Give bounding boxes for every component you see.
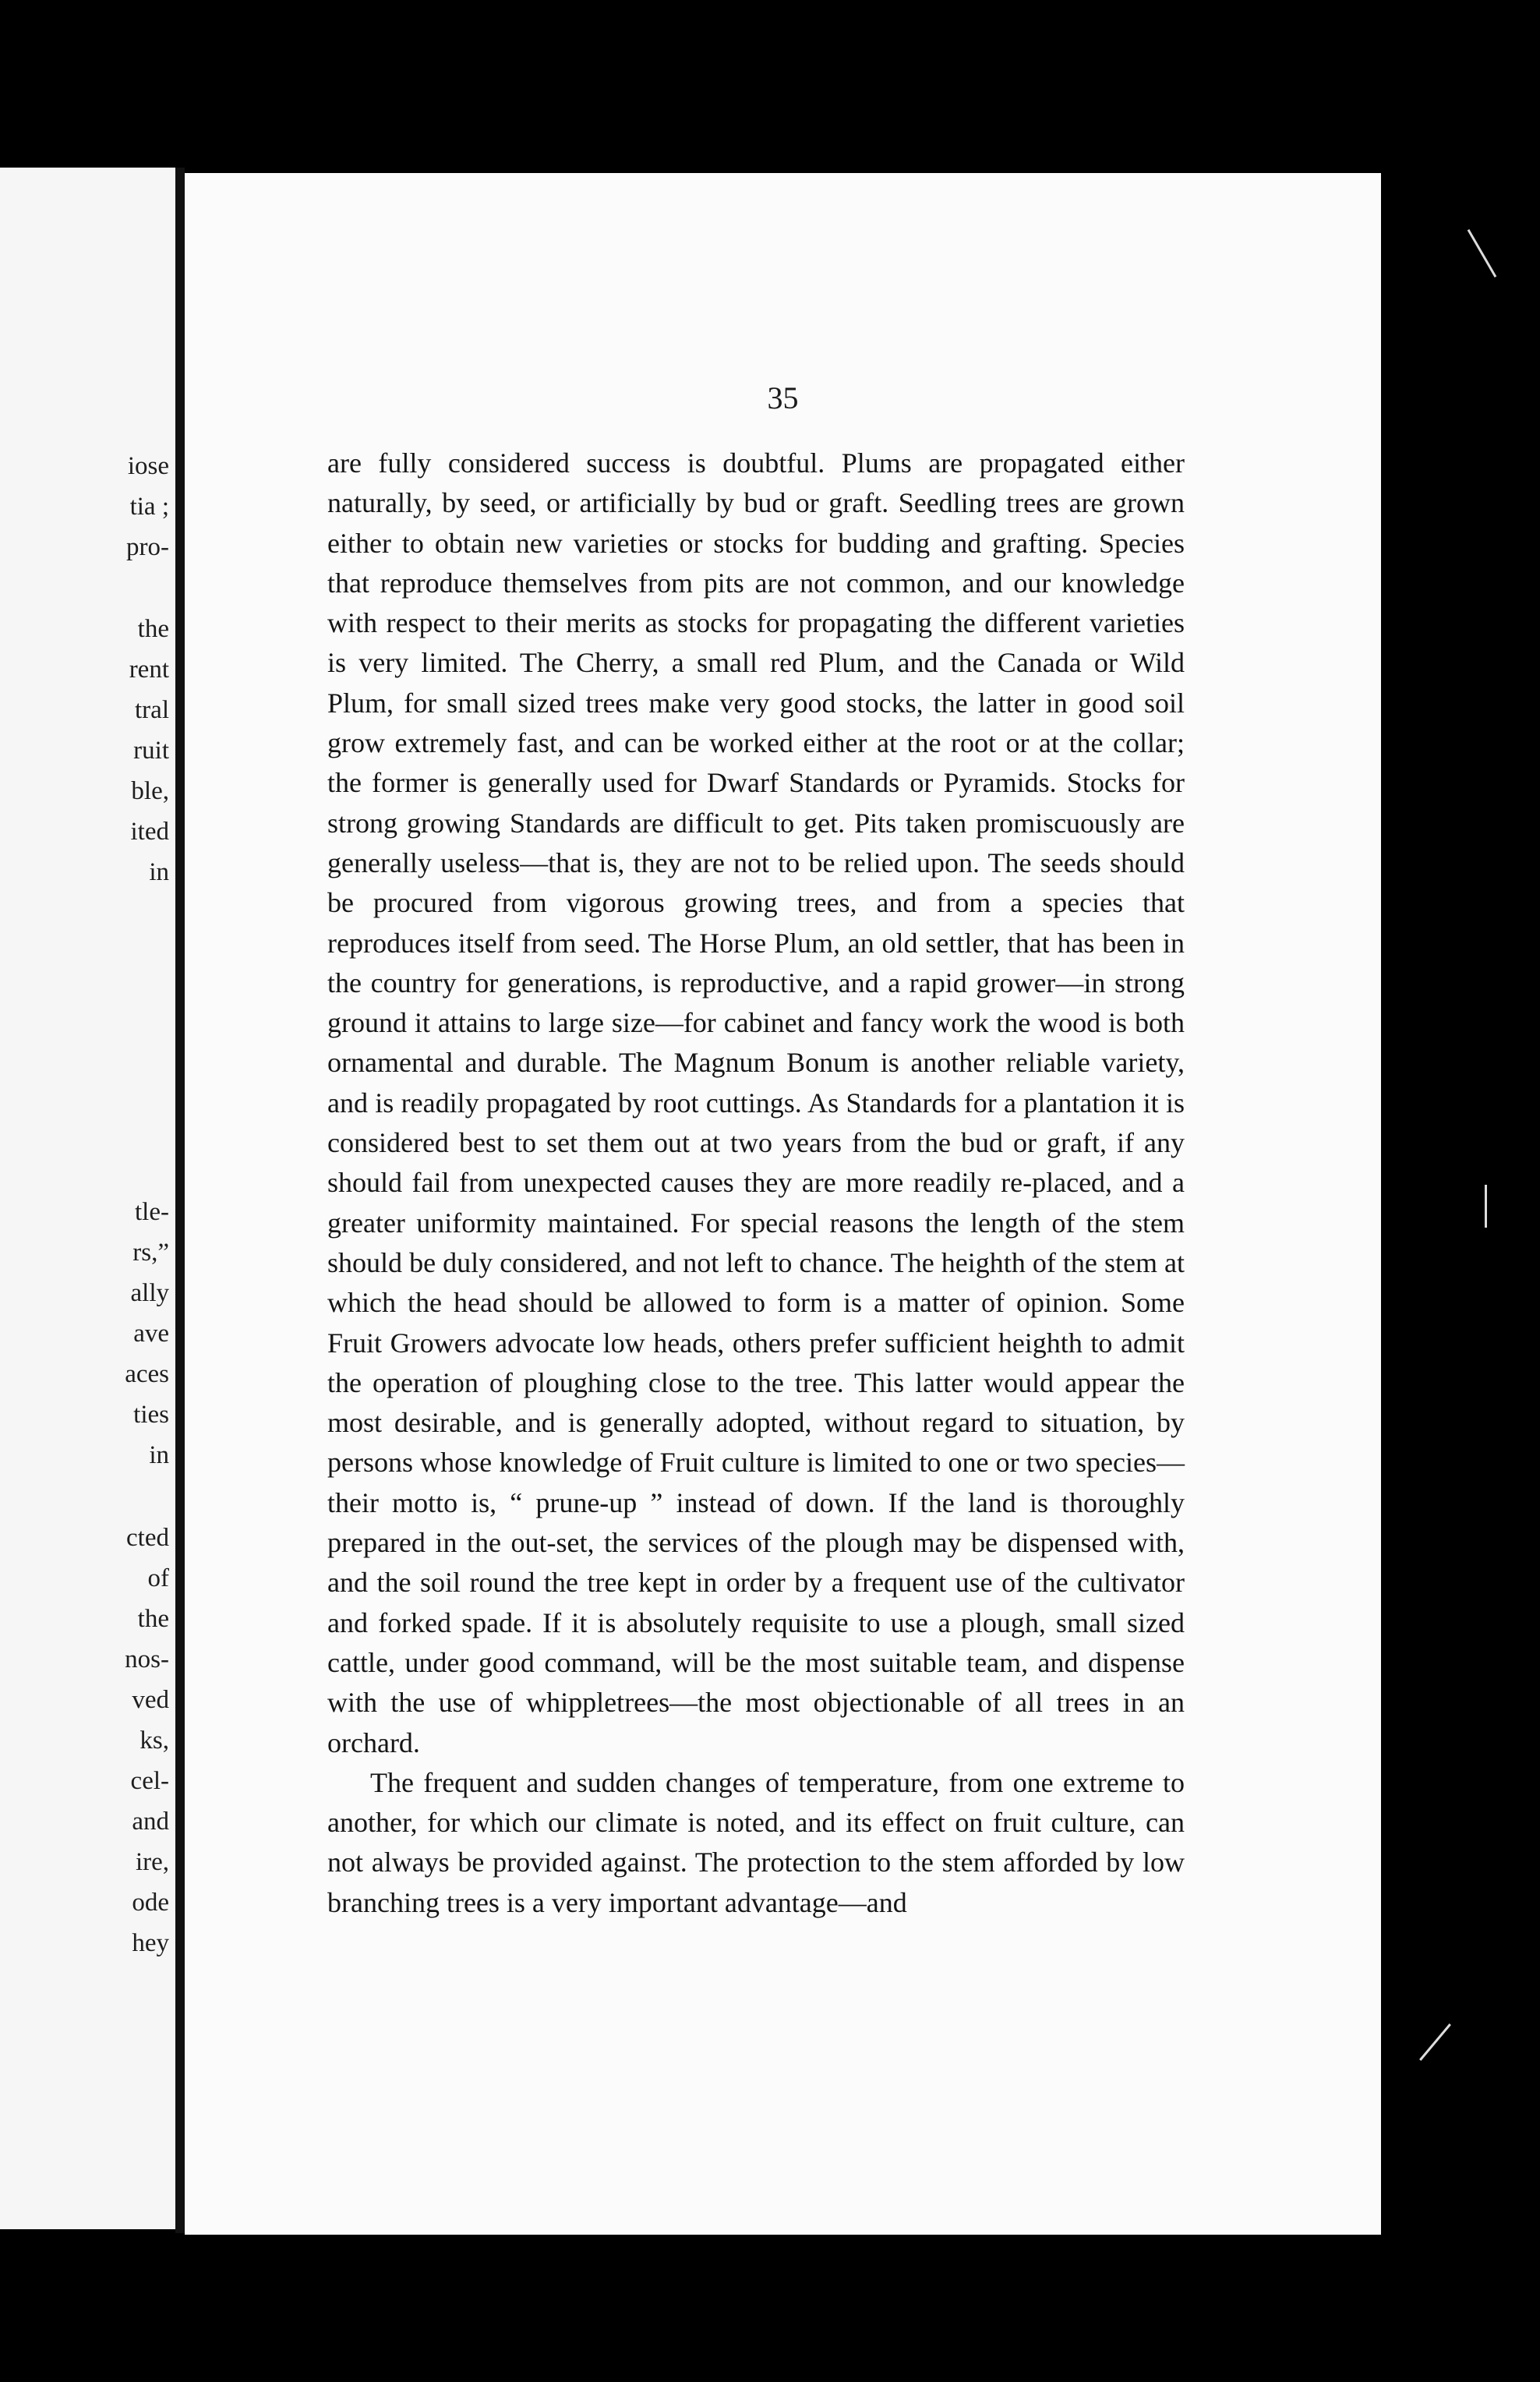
film-scratch-mark — [1468, 229, 1497, 277]
page-right — [185, 173, 1381, 2235]
film-scratch-mark — [1485, 1185, 1487, 1228]
page-number: 35 — [767, 380, 799, 415]
facing-page-fragment: ks, — [140, 1726, 169, 1755]
facing-page-fragment: ble, — [131, 777, 169, 805]
facing-page-fragment: tle- — [135, 1198, 169, 1226]
facing-page-fragment: ally — [130, 1279, 169, 1307]
facing-page-fragment: in — [149, 858, 169, 886]
facing-page-fragment: in — [149, 1441, 169, 1469]
facing-page-fragment: ode — [132, 1889, 169, 1917]
facing-page-fragment: rent — [129, 656, 169, 684]
facing-page-fragment: tral — [135, 696, 169, 724]
facing-page-fragment: pro- — [126, 533, 169, 561]
facing-page-fragment: ited — [130, 818, 169, 846]
facing-page-fragment: ave — [133, 1320, 169, 1348]
facing-page-fragment: cel- — [130, 1767, 169, 1795]
facing-page-fragment: nos- — [125, 1645, 169, 1673]
paragraph: The frequent and sudden changes of temperature, from one extreme to another, for which our climate is noted, and its effect on fruit culture, can not always be provided against. The protection to the stem afforded by low branching trees is a very important advantage—and — [327, 1766, 1185, 1918]
paragraph: are fully considered success is doubtful. Plums are propagated either naturally, by seed, or artificially by bud or graft. Seedling trees are grown either to obtain new varieties or stocks for budding and grafting. Species that reproduce themselves from pits are not common, and our knowledge with respect to their merits as stocks for propagating the different varieties is very limited. The Cherry, a small red Plum, and the Canada or Wild Plum, for small sized trees make very good stocks, the latter in good soil grow extremely fast, and can be worked either at the root or at the collar; the former is generally used for Dwarf Standards or Pyramids. Stocks for strong growing Standards are difficult to get. Pits taken promiscuously are generally useless—that is, they are not to be relied upon. The seeds should be procured from vigorous growing trees, and from a species that reproduces itself from seed. The Horse Plum, an old settler, that has been in the country for generations, is reproductive, and a rapid grower—in strong ground it attains to large size—for cabinet and fancy work the wood is both ornamental and durable. The Magnum Bonum is another reliable variety, and is readily propagated by root cuttings. As Standards for a plantation it is considered best to set them out at two years from the bud or graft, if any should fail from unexpected causes they are more readily re-placed, and a greater uniformity maintained. For special reasons the length of the stem should be duly considered, and not left to chance. The heighth of the stem at which the head should be allowed to form is a matter of opinion. Some Fruit Growers advocate low heads, others prefer sufficient heighth to admit the operation of ploughing close to the tree. This latter would appear the most desirable, and is generally adopted, without regard to situation, by persons whose knowledge of Fruit culture is limited to one or two species—their motto is, “ prune-up ” instead of down. If the land is thoroughly prepared in the out-set, the services of the plough may be dispensed with, and the soil round the tree kept in order by a frequent use of the cultivator and forked spade. If it is absolutely requisite to use a plough, small sized cattle, under good command, will be the most suitable team, and dispense with the use of whippletrees—the most objectionable of all trees in an orchard. — [327, 447, 1185, 1758]
facing-page-fragment: the — [137, 1605, 169, 1633]
facing-page-fragment: ruit — [133, 737, 169, 765]
facing-page-fragment: iose — [127, 452, 169, 480]
facing-page-fragment: and — [132, 1808, 169, 1836]
facing-page-fragment: ties — [133, 1401, 169, 1429]
facing-page-fragment: ved — [132, 1686, 169, 1714]
facing-page-fragment: cted — [126, 1524, 169, 1552]
body-text — [327, 444, 1185, 1923]
facing-page-fragment: aces — [125, 1360, 169, 1388]
facing-page-fragment: rs,” — [132, 1239, 169, 1267]
film-scratch-mark — [1419, 2023, 1451, 2061]
facing-page-left — [0, 168, 175, 2229]
facing-page-fragment: hey — [132, 1929, 169, 1957]
facing-page-fragment: of — [147, 1564, 169, 1592]
facing-page-fragment: the — [137, 615, 169, 643]
facing-page-fragment: tia ; — [129, 493, 169, 521]
book-binding-gutter — [175, 168, 185, 2233]
facing-page-fragment: ire, — [135, 1848, 169, 1876]
